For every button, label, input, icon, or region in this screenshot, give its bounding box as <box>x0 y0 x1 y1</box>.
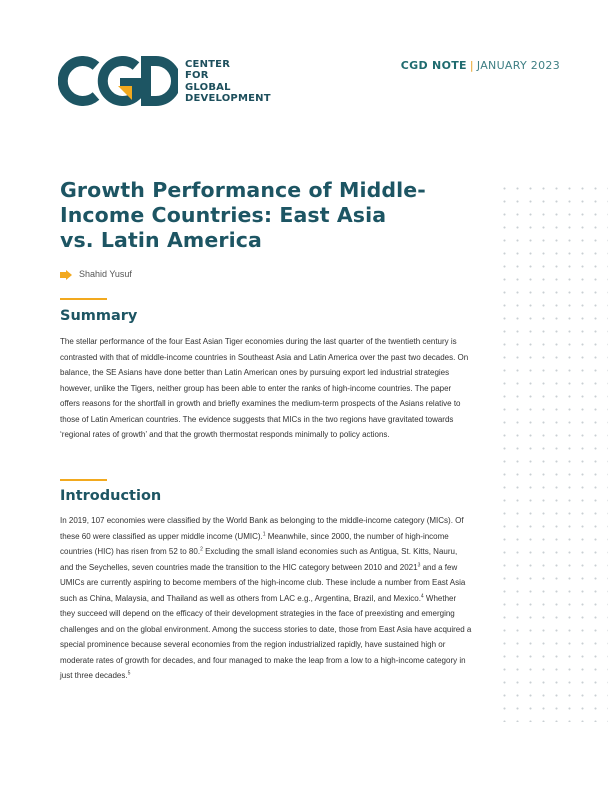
org-name <box>185 59 271 105</box>
summary-heading: Summary <box>60 308 138 324</box>
footnote-ref[interactable]: 2 <box>200 546 203 553</box>
introduction-rule <box>60 479 107 481</box>
text-segment: Meanwhile, since 2000, the number of high-income countries (HIC) has risen from 52 to 80. <box>60 531 449 556</box>
title-line: Growth Performance of Middle- <box>60 178 426 202</box>
org-name-line: GLOBAL <box>185 81 231 93</box>
footnote-ref[interactable]: 4 <box>420 592 424 599</box>
header-separator: | <box>469 59 474 72</box>
introduction-heading: Introduction <box>60 488 162 504</box>
title-line: vs. Latin America <box>60 228 262 252</box>
cgd-logo-mark <box>58 56 178 106</box>
text-segment: Excluding the small island economies such as Antigua, St. Kitts, Nauru, and the Seychelles, seven countries made the transition to the HIC category between 2010 and 2021 <box>60 547 458 572</box>
doc-type: CGD NOTE <box>400 59 467 72</box>
publication-date: JANUARY 2023 <box>476 59 560 72</box>
footnote-ref[interactable]: 5 <box>127 670 131 677</box>
title-line: Income Countries: East Asia <box>60 203 387 227</box>
cgd-logo[interactable] <box>58 56 271 108</box>
footnote-ref[interactable]: 3 <box>417 561 421 568</box>
author-name[interactable]: Shahid Yusuf <box>79 269 132 279</box>
author-marker-icon <box>60 270 72 280</box>
page-title <box>60 178 460 253</box>
org-name-line: FOR <box>185 70 209 82</box>
introduction-text <box>60 513 472 684</box>
text-segment: and a few UMICs are currently aspiring to become members of the high-income club. These include a number from East Asia such as China, Malaysia, and Thailand as well as others from LAC e.g., Argentina, Brazil, and Mexico. <box>60 562 466 603</box>
text-segment: Whether they succeed will depend on the efficacy of their development strategies in the face of preexisting and emerging challenges and on the global environment. Among the success stories to date, those from East Asia have acquired a special prominence because several economies from the region industrialized rapidly, have sustained high or moderate rates of growth for decades, and four managed to make the leap from a low to a high-income category in just three decades. <box>60 593 472 680</box>
summary-rule <box>60 298 107 300</box>
org-name-line: DEVELOPMENT <box>185 93 271 105</box>
dot-grid-decoration <box>498 182 608 722</box>
text-segment: In 2019, 107 economies were classified by the World Bank as belonging to the middle-income category (MICs). Of these 60 were classified as upper middle income (UMIC). <box>60 516 464 541</box>
summary-text: The stellar performance of the four East Asian Tiger economies during the last quarter of the twentieth century is contrasted with that of middle-income countries in Southeast Asia and Latin America over the past two decades. On balance, the SE Asians have done better than Latin American ones by pursuing export led industrial strategies however, unlike the Tigers, neither group has been able to enter the ranks of high-income countries. The paper offers reasons for the shortfall in growth and briefly examines the medium-term prospects of the Asians relative to those of Latin American countries. The evidence suggests that MICs in the two regions have gravitated towards ‘regional rates of growth’ and that the growth thermostat responds minimally to policy actions. <box>60 337 469 439</box>
note-header <box>401 59 560 72</box>
footnote-ref[interactable]: 1 <box>262 530 266 537</box>
org-name-line: CENTER <box>185 59 231 70</box>
